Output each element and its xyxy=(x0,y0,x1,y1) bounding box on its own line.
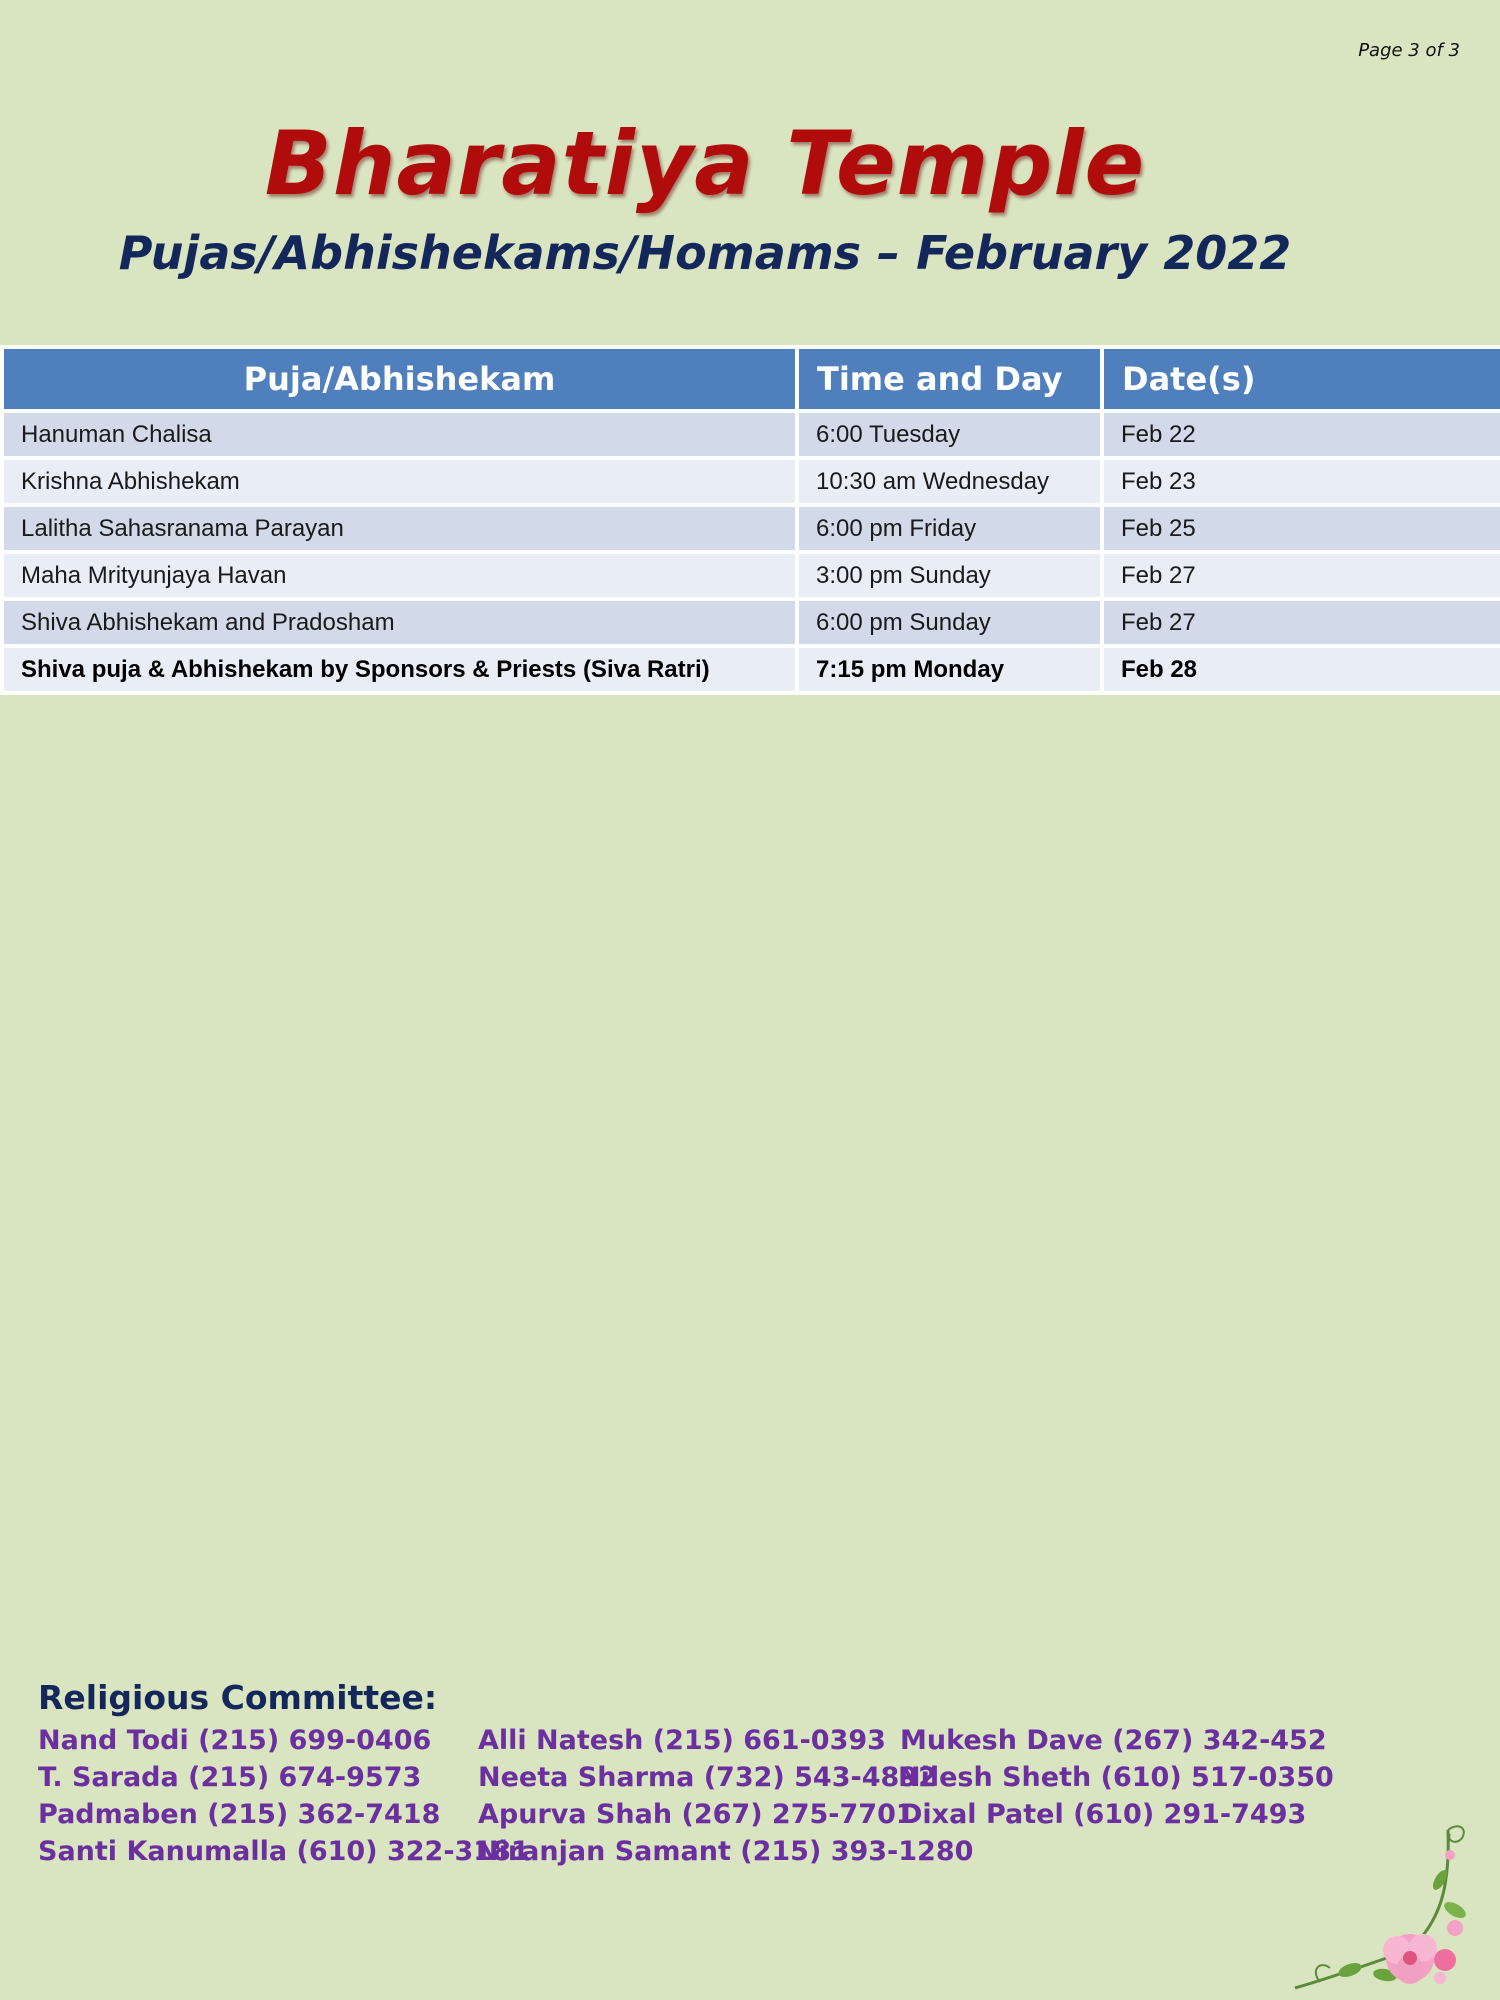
committee-member: Mukesh Dave (267) 342-452 xyxy=(900,1725,1327,1756)
puja-cell: Lalitha Sahasranama Parayan xyxy=(2,505,797,552)
table-row xyxy=(2,505,1500,552)
time-cell: 7:15 pm Monday xyxy=(797,646,1102,693)
page-title: Bharatiya Temple xyxy=(264,112,1146,215)
date-cell: Feb 28 xyxy=(1102,646,1500,693)
date-cell: Feb 27 xyxy=(1102,599,1500,646)
puja-cell: Krishna Abhishekam xyxy=(2,458,797,505)
committee-heading: Religious Committee: xyxy=(38,1678,438,1717)
page-subtitle: Pujas/Abhishekams/Homams – February 2022 xyxy=(118,226,1292,280)
table-row xyxy=(2,458,1500,505)
table-header-row xyxy=(2,347,1500,411)
flower-corner-icon xyxy=(1290,1810,1490,1995)
table-row xyxy=(2,552,1500,599)
committee-member: T. Sarada (215) 674-9573 xyxy=(38,1762,422,1793)
puja-cell: Hanuman Chalisa xyxy=(2,411,797,458)
table-row xyxy=(2,599,1500,646)
table-row-highlighted xyxy=(2,646,1500,693)
committee-member: Dixal Patel (610) 291-7493 xyxy=(900,1799,1307,1830)
page-number: Page 3 of 3 xyxy=(1358,40,1460,61)
committee-member: Nilesh Sheth (610) 517-0350 xyxy=(898,1762,1334,1793)
date-cell: Feb 22 xyxy=(1102,411,1500,458)
table-row xyxy=(2,411,1500,458)
time-cell: 6:00 Tuesday xyxy=(797,411,1102,458)
committee-member: Neeta Sharma (732) 543-4892 xyxy=(478,1762,937,1793)
header-time: Time and Day xyxy=(797,347,1102,411)
header-date: Date(s) xyxy=(1102,347,1500,411)
time-cell: 3:00 pm Sunday xyxy=(797,552,1102,599)
committee-member: Alli Natesh (215) 661-0393 xyxy=(478,1725,886,1756)
puja-cell: Maha Mrityunjaya Havan xyxy=(2,552,797,599)
date-cell: Feb 23 xyxy=(1102,458,1500,505)
committee-member: Nand Todi (215) 699-0406 xyxy=(38,1725,432,1756)
puja-cell: Shiva puja & Abhishekam by Sponsors & Priests (Siva Ratri) xyxy=(2,646,797,693)
committee-member: Apurva Shah (267) 275-7701 xyxy=(478,1799,915,1830)
date-cell: Feb 25 xyxy=(1102,505,1500,552)
time-cell: 6:00 pm Friday xyxy=(797,505,1102,552)
time-cell: 10:30 am Wednesday xyxy=(797,458,1102,505)
committee-member: Padmaben (215) 362-7418 xyxy=(38,1799,441,1830)
date-cell: Feb 27 xyxy=(1102,552,1500,599)
time-cell: 6:00 pm Sunday xyxy=(797,599,1102,646)
committee-member: Niranjan Samant (215) 393-1280 xyxy=(476,1836,974,1867)
committee-member: Santi Kanumalla (610) 322-3181 xyxy=(38,1836,530,1867)
puja-schedule-table xyxy=(0,345,1500,695)
puja-cell: Shiva Abhishekam and Pradosham xyxy=(2,599,797,646)
header-puja: Puja/Abhishekam xyxy=(2,347,797,411)
